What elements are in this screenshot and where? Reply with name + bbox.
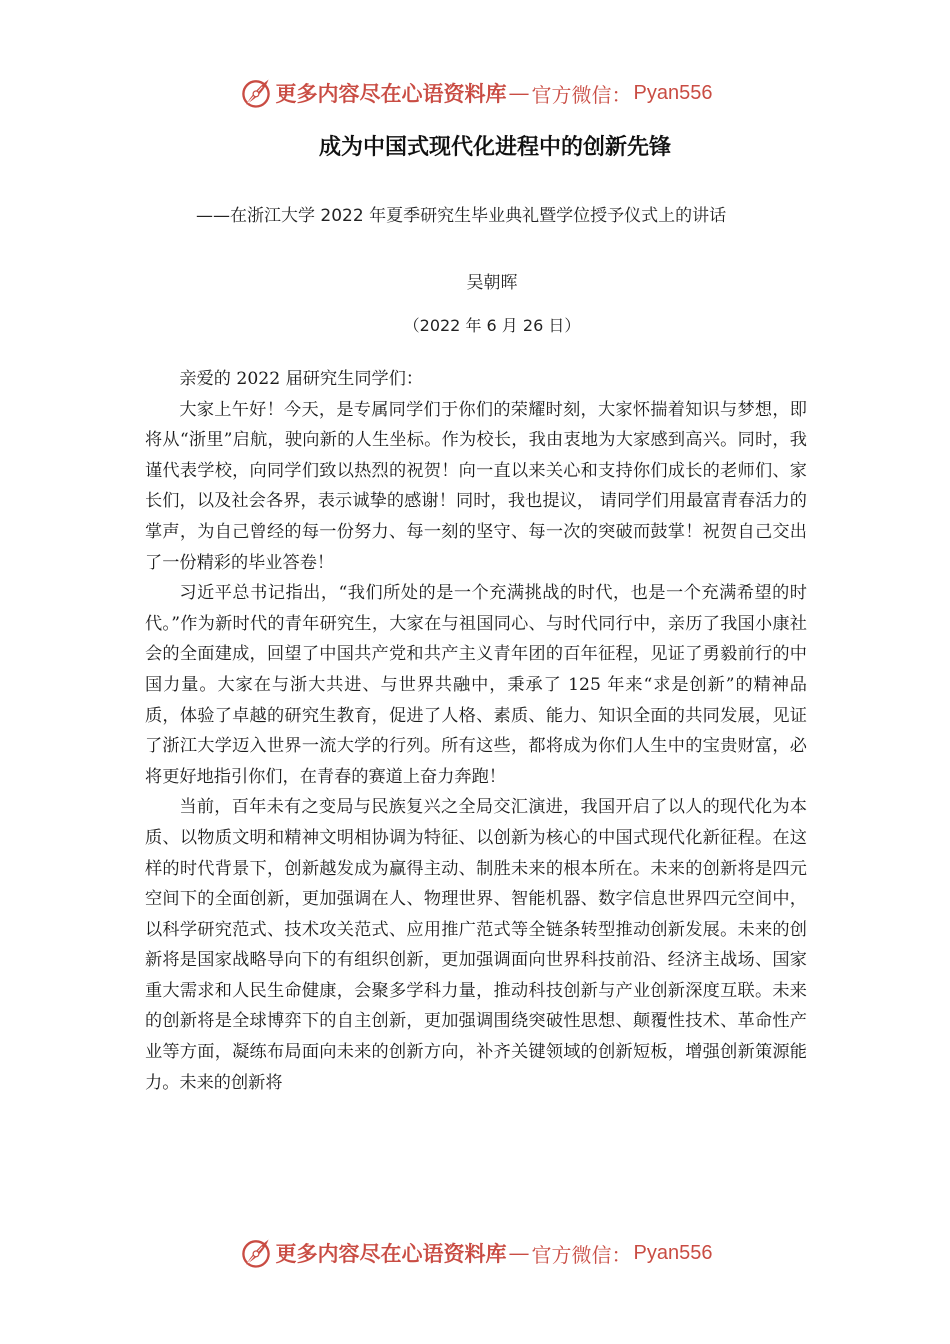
feather-pen-logo-icon: [238, 75, 274, 111]
salutation: 亲爱的 2022 届研究生同学们：: [179, 369, 424, 389]
document-title: 成为中国式现代化进程中的创新先锋: [318, 135, 671, 160]
banner-dash: —: [508, 81, 530, 105]
banner-wechat-id: Pyan556: [633, 81, 713, 104]
feather-pen-logo-icon: [238, 1235, 274, 1271]
watermark-banner-bottom: [0, 1233, 950, 1273]
watermark-banner-top: [0, 73, 950, 113]
paragraph: 大家上午好！今天，是专属同学们于你们的荣耀时刻，大家怀揣着知识与梦想，即将从“浙里”启航，驶向新的人生坐标。作为校长，我由衷地为大家感到高兴。同时，我谨代表学校，向同学们致以热烈的祝贺！向一直以来关心和支持你们成长的老师们、家长们，以及社会各界，表示诚挚的感谢！同时，我也提议， 请同学们用最富青春活力的掌声，为自己曾经的每一份努力、每一刻的坚守、每一次的突破而鼓掌！祝贺自己交出了一份精彩的毕业答卷！: [145, 399, 807, 573]
paragraph: 习近平总书记指出，“我们所处的是一个充满挑战的时代，也是一个充满希望的时代。”作为新时代的青年研究生，大家在与祖国同心、与时代同行中，亲历了我国小康社会的全面建成，回望了中国共产党和共产主义青年团的百年征程，见证了勇毅前行的中国力量。大家在与浙大共进、与世界共融中，秉承了 125 年来“求是创新”的精神品质，体验了卓越的研究生教育，促进了人格、素质、能力、知识全面的共同发展，见证了浙江大学迈入世界一流大学的行列。所有这些，都将成为你们人生中的宝贵财富，必将更好地指引你们，在青春的赛道上奋力奔跑！: [145, 583, 807, 787]
paragraph: 当前，百年未有之变局与民族复兴之全局交汇演进，我国开启了以人的现代化为本质、以物质文明和精神文明相协调为特征、以创新为核心的中国式现代化新征程。在这样的时代背景下，创新越发成为赢得主动、制胜未来的根本所在。未来的创新将是四元空间下的全面创新，更加强调在人、物理世界、智能机器、数字信息世界四元空间中，以科学研究范式、技术攻关范式、应用推广范式等全链条转型推动创新发展。未来的创新将是国家战略导向下的有组织创新，更加强调面向世界科技前沿、经济主战场、国家重大需求和人民生命健康，会聚多学科力量，推动科技创新与产业创新深度互联。未来的创新将是全球博弈下的自主创新，更加强调围绕突破性思想、颠覆性技术、革命性产业等方面，凝练布局面向未来的创新方向，补齐关键领域的创新短板，增强创新策源能力。未来的创新将: [145, 797, 807, 1093]
document-subtitle: ——在浙江大学 2022 年夏季研究生毕业典礼暨学位授予仪式上的讲话: [196, 206, 727, 226]
banner-text: 更多内容尽在心语资料库: [275, 81, 507, 106]
banner-text: 更多内容尽在心语资料库: [275, 1241, 507, 1266]
document-date: （2022 年 6 月 26 日）: [403, 316, 581, 335]
document-body: [145, 364, 807, 1098]
banner-official-label: 官方微信：: [531, 1242, 632, 1267]
banner-dash: —: [508, 1241, 530, 1265]
banner-official-label: 官方微信：: [531, 82, 632, 107]
banner-wechat-id: Pyan556: [633, 1241, 713, 1264]
document-author: 吴朝晖: [466, 273, 518, 293]
